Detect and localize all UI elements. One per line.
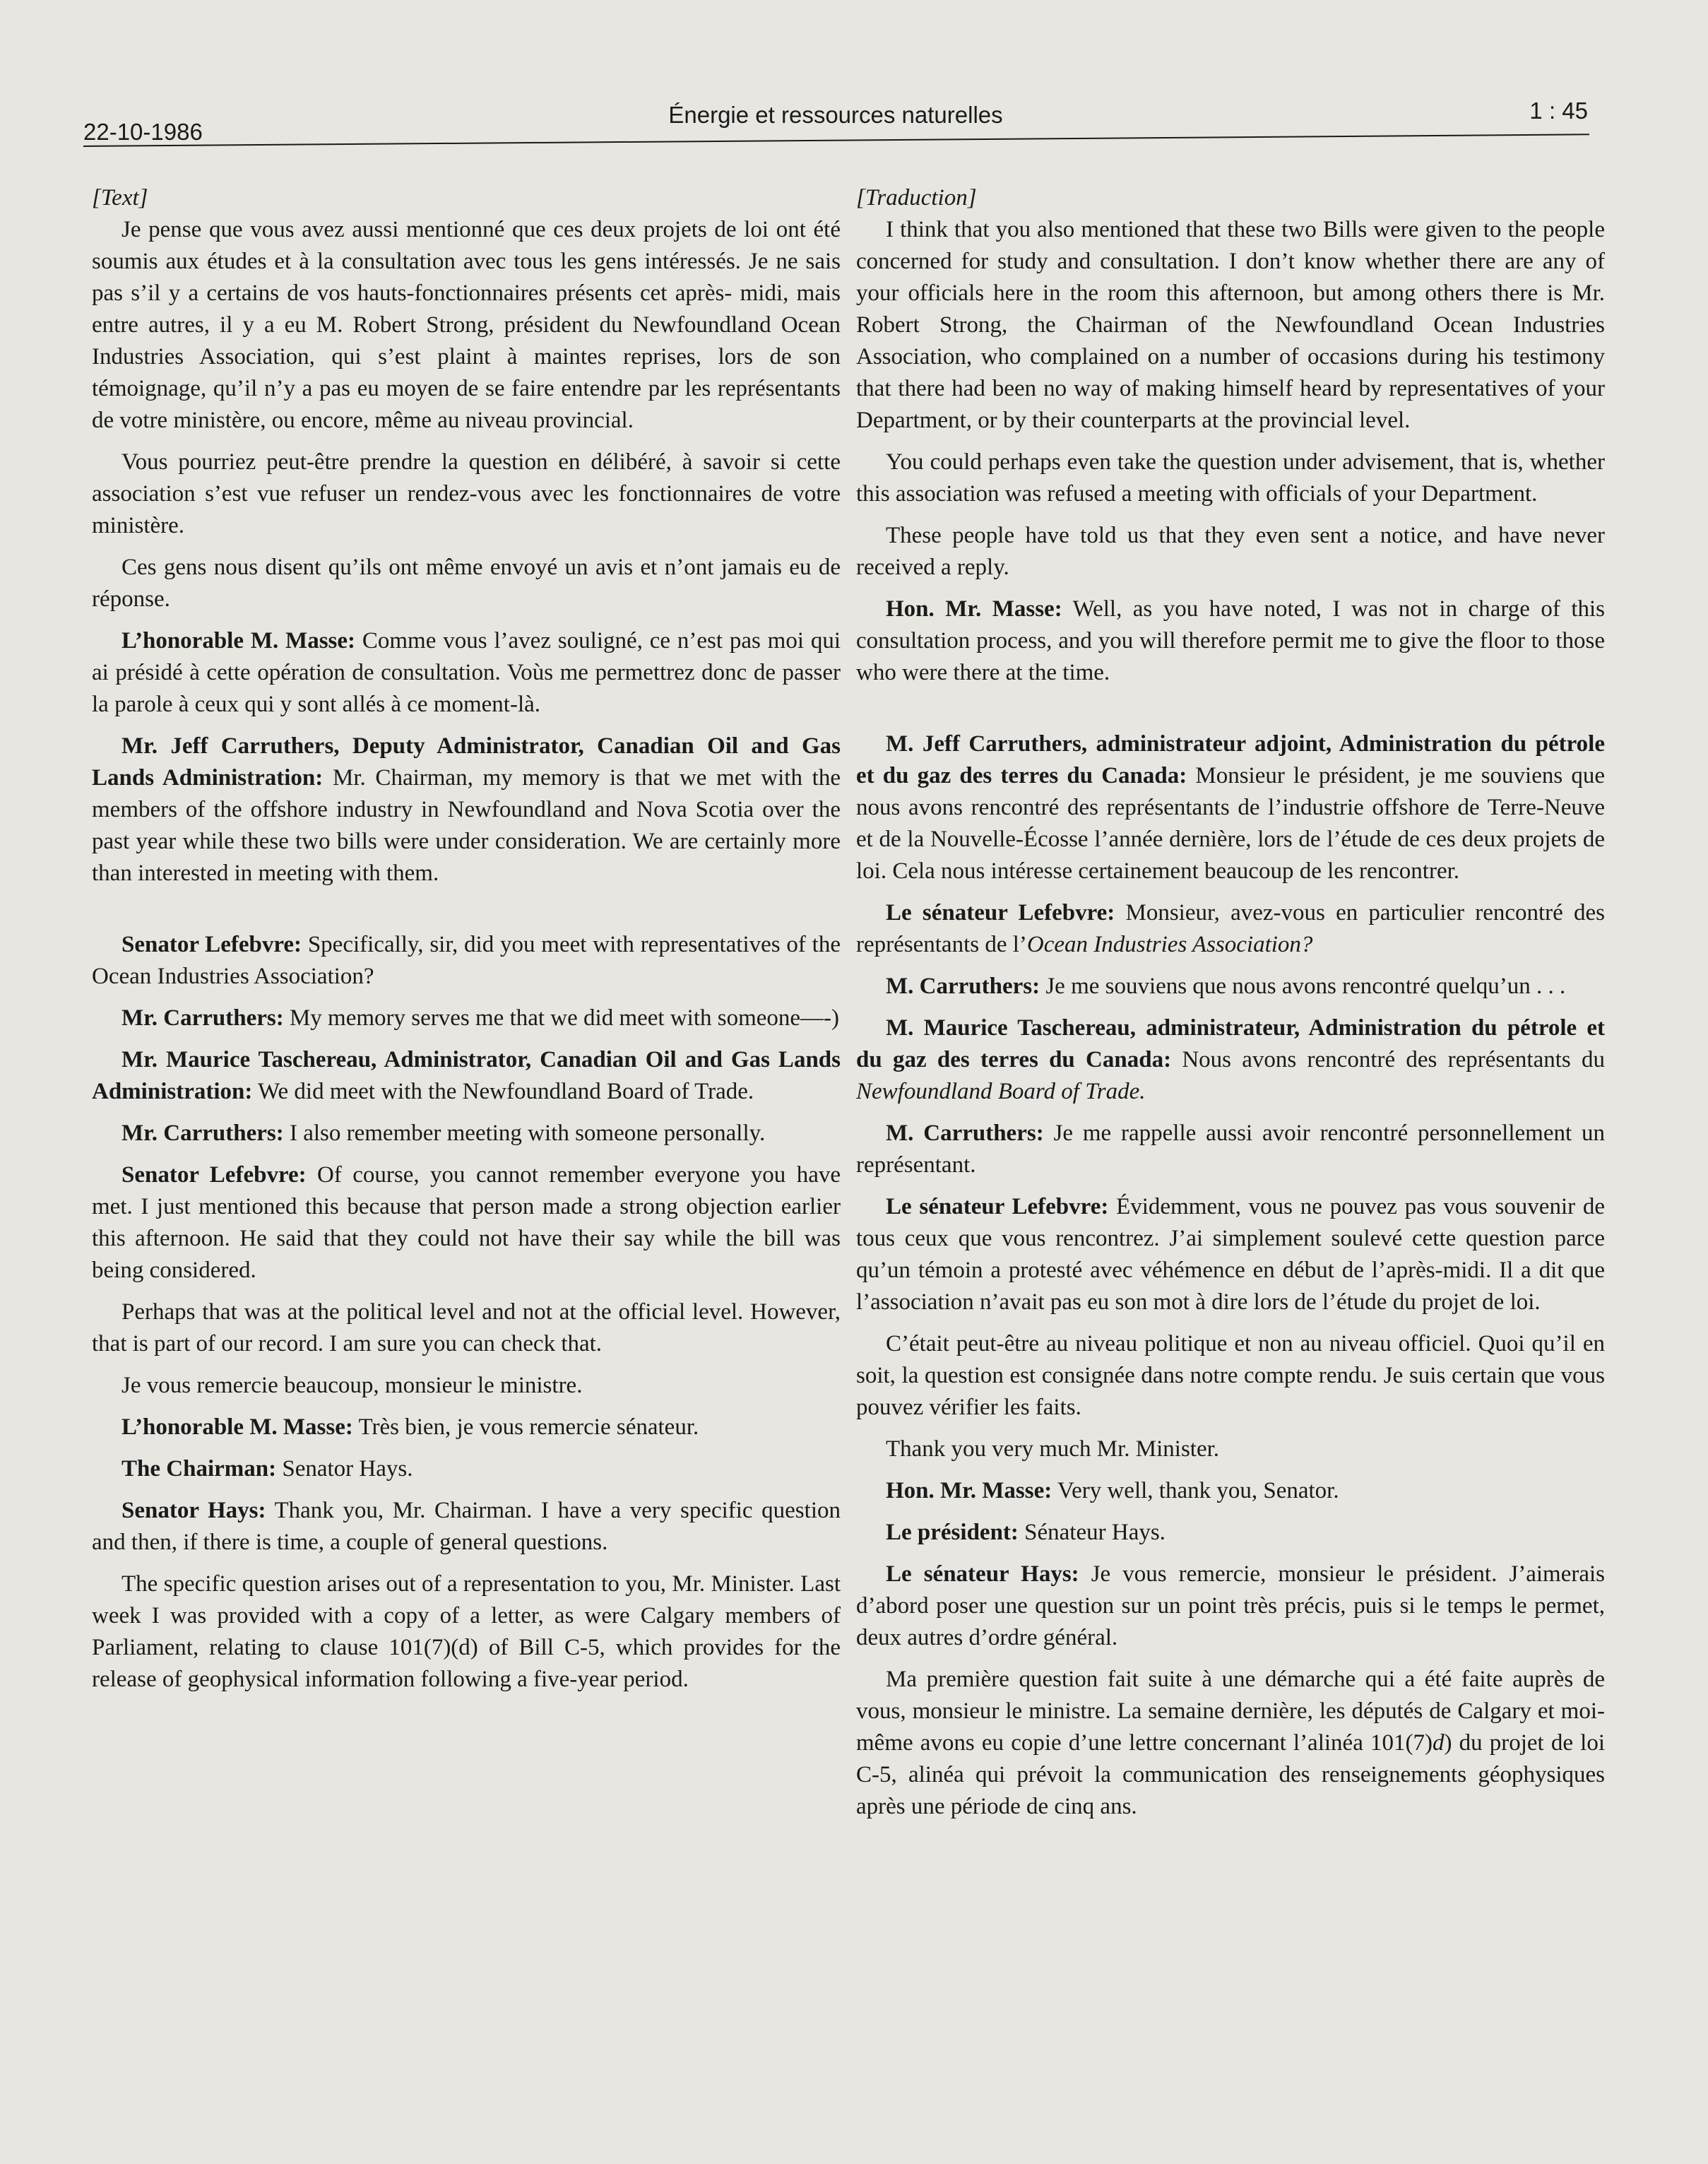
speaker-name: L’honorable M. Masse: <box>121 628 356 654</box>
speech <box>856 1191 1605 1318</box>
speaker-name: Le sénateur Hays: <box>886 1561 1079 1587</box>
header-title: Énergie et ressources naturelles <box>668 102 1003 128</box>
speech-text: Je vous remercie, monsieur le président. J’aimerais d’abord poser une question sur un point très précis, puis si le temps le permet, deux autres d’ordre général. <box>856 1561 1605 1650</box>
speech-text: Of course, you cannot remember everyone you have met. I just mentioned this because that person made a strong objection earlier this afternoon. He said that they could not have their say while the bill was being considered. <box>92 1162 841 1283</box>
speaker-name: Hon. Mr. Masse: <box>886 596 1062 622</box>
speech-text: Monsieur, avez-vous en particulier rencontré des représentants de l’ <box>856 900 1605 957</box>
speaker-name: M. Maurice Taschereau, administrateur, Administration du pétrole et du gaz des terres du Canada: <box>856 1015 1605 1072</box>
paragraph-text: ) du projet de loi C-5, alinéa qui prévoit la communication des renseignements géophysiques après une période de cinq ans. <box>856 1730 1605 1819</box>
speaker-name: L’honorable M. Masse: <box>121 1414 353 1440</box>
speech <box>92 1453 841 1485</box>
paragraph: Perhaps that was at the political level and not at the official level. However, that is part of our record. I am sure you can check that. <box>92 1299 841 1356</box>
speech <box>856 728 1605 887</box>
speech <box>92 1495 841 1559</box>
speech-text: My memory serves me that we did meet with someone—-) <box>283 1005 840 1031</box>
speaker-name: Mr. Carruthers: <box>121 1005 284 1031</box>
paragraph: Je pense que vous avez aussi mentionné que ces deux projets de loi ont été soumis aux études et à la consultation avec tous les gens intéressés. Je ne sais pas s’il y a certains de vos hauts-fonctionnaires présents cet après- midi, mais entre autres, il y a eu M. Robert Strong, président du Newfoundland Ocean Industries Association, qui s’est plaint à maintes reprises, lors de son témoignage, qu’il n’y a pas eu moyen de se faire entendre par les représentants de votre ministère, ou encore, même au niveau provincial. <box>92 217 841 433</box>
speech <box>92 1159 841 1287</box>
speaker-name: Senator Hays: <box>121 1498 266 1523</box>
speech <box>92 731 841 889</box>
speech-text: Monsieur le président, je me souviens que nous avons rencontré des représentants de l’industrie offshore de Terre-Neuve et de la Nouvelle-Écosse l’année dernière, lors de l’étude de ces deux projets de loi. Cela nous intéresse certainement beaucoup de les rencontrer. <box>856 763 1606 884</box>
speech-text: Nous avons rencontré des représentants du <box>1171 1047 1605 1072</box>
speaker-name: M. Carruthers: <box>886 1121 1044 1146</box>
paragraph: Vous pourriez peut-être prendre la question en délibéré, à savoir si cette association s’est vue refuser un rendez-vous avec les fonctionnaires de votre ministère. <box>92 449 841 538</box>
paragraph: Ces gens nous disent qu’ils ont même envoyé un avis et n’ont jamais eu de réponse. <box>92 555 841 612</box>
speaker-name: Le président: <box>886 1520 1019 1545</box>
speech <box>856 1118 1605 1181</box>
speech-text: Thank you, Mr. Chairman. I have a very specific question and then, if there is time, a couple of general questions. <box>92 1498 841 1555</box>
speaker-name: Senator Lefebvre: <box>121 932 302 957</box>
paragraph-text: Ma première question fait suite à une démarche qui a été faite auprès de vous, monsieur le ministre. La semaine dernière, les députés de Calgary et moi-même avons eu copie d’une lettre concernant l’alinéa 101(7) <box>856 1667 1605 1756</box>
speech-text-italic: Newfoundland Board of Trade. <box>856 1079 1146 1104</box>
speech <box>92 1003 841 1034</box>
speaker-name: Mr. Maurice Taschereau, Administrator, Canadian Oil and Gas Lands Administration: <box>92 1047 841 1104</box>
speech-text: We did meet with the Newfoundland Board of Trade. <box>252 1079 754 1104</box>
speech <box>856 897 1605 961</box>
section-tag: [Traduction] <box>856 185 977 211</box>
speaker-name: M. Jeff Carruthers, administrateur adjoint, Administration du pétrole et du gaz des terres du Canada: <box>856 731 1605 788</box>
speaker-name: Senator Lefebvre: <box>121 1162 307 1188</box>
speech <box>92 1044 841 1108</box>
speech <box>92 929 841 993</box>
paragraph <box>856 1664 1605 1823</box>
speech-text: Specifically, sir, did you meet with representatives of the Ocean Industries Association? <box>92 932 841 989</box>
paragraph: You could perhaps even take the question under advisement, that is, whether this association was refused a meeting with officials of your Department. <box>856 449 1605 507</box>
speech <box>856 1517 1605 1549</box>
speech <box>92 1118 841 1149</box>
speech-text: Je me rappelle aussi avoir rencontré personnellement un représentant. <box>856 1121 1605 1178</box>
speech <box>856 593 1605 689</box>
left-column <box>92 182 841 1705</box>
speech-text: I also remember meeting with someone personally. <box>283 1121 766 1146</box>
speech-text: Très bien, je vous remercie sénateur. <box>352 1414 699 1440</box>
header-page-number: 1 : 45 <box>1529 97 1588 124</box>
paragraph: These people have told us that they even sent a notice, and have never received a reply. <box>856 523 1605 580</box>
speech <box>92 625 841 721</box>
speaker-name: M. Carruthers: <box>886 974 1040 999</box>
header-date: 22-10-1986 <box>83 119 203 145</box>
speech-text: Senator Hays. <box>276 1456 413 1482</box>
paragraph: Je vous remercie beaucoup, monsieur le ministre. <box>121 1373 583 1398</box>
speaker-name: Le sénateur Lefebvre: <box>886 1194 1109 1219</box>
speech-text: Well, as you have noted, I was not in charge of this consultation process, and you will therefore permit me to give the floor to those who were there at the time. <box>856 596 1605 685</box>
paragraph: The specific question arises out of a representation to you, Mr. Minister. Last week I was provided with a copy of a letter, as were Calgary members of Parliament, relating to clause 101(7)(d) of Bill C-5, which provides for the release of geophysical information following a five-year period. <box>92 1571 841 1692</box>
right-column <box>856 182 1605 1833</box>
paragraph: I think that you also mentioned that these two Bills were given to the people concerned for study and consultation. I don’t know whether there are any of your officials here in the room this afternoon, but among others there is Mr. Robert Strong, the Chairman of the Newfoundland Ocean Industries Association, who complained on a number of occasions during his testimony that there had been no way of making himself heard by representatives of your Department, or by their counterparts at the provincial level. <box>856 217 1605 433</box>
speech <box>856 1012 1605 1108</box>
speech <box>92 1412 841 1443</box>
speech-text: Sénateur Hays. <box>1018 1520 1166 1545</box>
speech-text: Évidemment, vous ne pouvez pas vous souvenir de tous ceux que vous rencontrez. J’ai simplement soulevé cette question parce qu’un témoin a protesté avec véhémence en début de l’après-midi. Il a dit que l’association n’avait pas eu son mot à dire lors de l’étude du projet de loi. <box>856 1194 1605 1315</box>
speaker-name: Hon. Mr. Masse: <box>886 1478 1052 1503</box>
speech-text: Mr. Chairman, my memory is that we met with the members of the offshore industry in Newfoundland and Nova Scotia over the past year while these two bills were under consideration. We are certainly more than interested in meeting with them. <box>92 765 841 886</box>
paragraph: C’était peut-être au niveau politique et non au niveau officiel. Quoi qu’il en soit, la question est consignée dans notre compte rendu. Je suis certain que vous pouvez vérifier les faits. <box>856 1331 1605 1420</box>
speech-text-italic: Ocean Industries Association? <box>1026 932 1313 957</box>
speech <box>856 971 1605 1003</box>
speaker-name: Mr. Jeff Carruthers, Deputy Administrator, Canadian Oil and Gas Lands Administration: <box>92 733 841 791</box>
paragraph: Thank you very much Mr. Minister. <box>886 1436 1220 1462</box>
speech-text: Je me souviens que nous avons rencontré quelqu’un . . . <box>1040 974 1566 999</box>
speaker-name: Mr. Carruthers: <box>121 1121 284 1146</box>
speech-text: Very well, thank you, Senator. <box>1052 1478 1339 1503</box>
speaker-name: The Chairman: <box>121 1456 277 1482</box>
speech <box>856 1559 1605 1654</box>
speech-text: Comme vous l’avez souligné, ce n’est pas moi qui ai présidé à cette opération de consultation. Voùs me permettrez donc de passer la parole à ceux qui y sont allés à ce moment-là. <box>92 628 841 717</box>
paragraph-text-italic: d <box>1432 1730 1445 1756</box>
speech <box>856 1475 1605 1507</box>
speaker-name: Le sénateur Lefebvre: <box>886 900 1115 926</box>
section-tag: [Text] <box>92 185 148 211</box>
